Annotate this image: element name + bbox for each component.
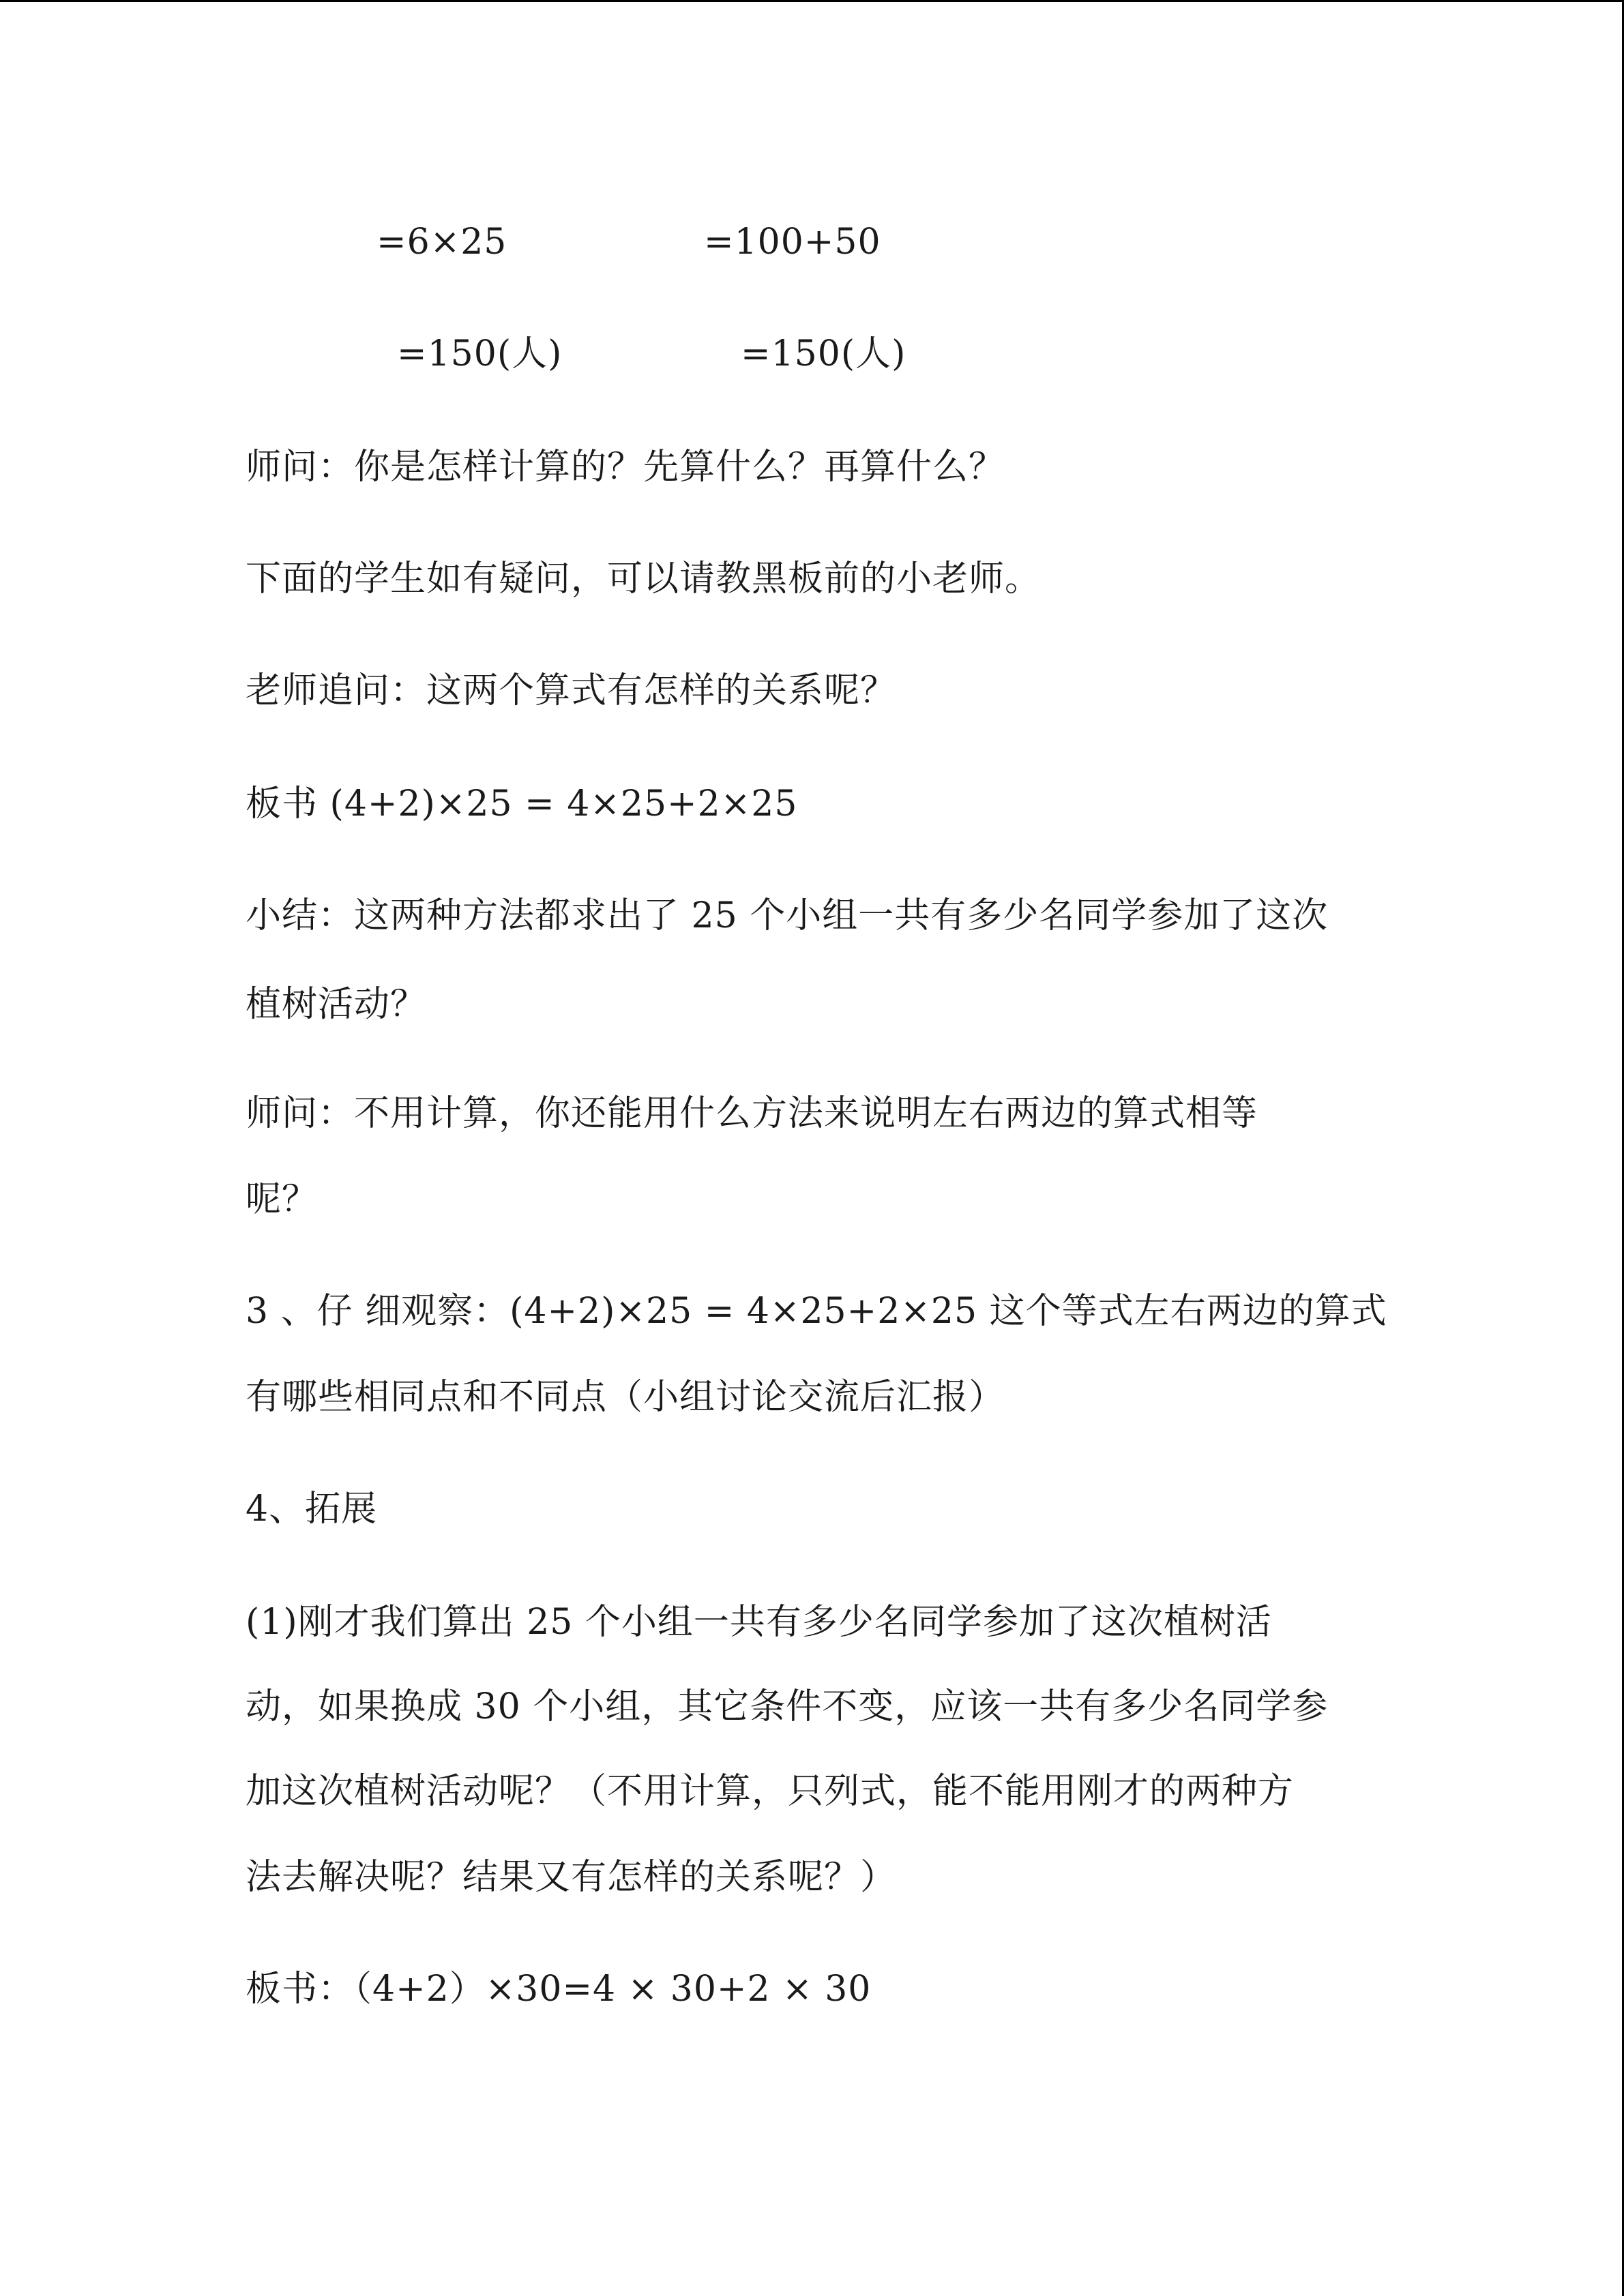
extension-line: (1)刚才我们算出 25 个小组一共有多少名同学参加了这次植树活: [246, 1602, 1272, 1643]
summary-line: 小结：这两种方法都求出了 25 个小组一共有多少名同学参加了这次: [246, 895, 1329, 936]
calc-method2-step: =100+50: [704, 222, 881, 263]
text-line: 师问：你是怎样计算的？先算什么？再算什么？: [246, 447, 1005, 488]
summary-line: 植树活动？: [246, 984, 427, 1025]
extension-line: 加这次植树活动呢？（不用计算，只列式，能不能用刚才的两种方: [246, 1771, 1295, 1812]
teacher-question-line: 呢？: [246, 1179, 319, 1220]
observe-line: 有哪些相同点和不同点（小组讨论交流后汇报）: [246, 1377, 1005, 1418]
teacher-question-line: 师问：不用计算，你还能用什么方法来说明左右两边的算式相等: [246, 1093, 1258, 1134]
board-writing-line: 板书 (4+2)×25 = 4×25+2×25: [246, 784, 798, 824]
extension-line: 法去解决呢？结果又有怎样的关系呢？）: [246, 1857, 897, 1898]
text-line: 老师追问：这两个算式有怎样的关系呢？: [246, 670, 897, 711]
text-line: 下面的学生如有疑问，可以请教黑板前的小老师。: [246, 558, 1042, 599]
calc-method1-result: =150(人): [397, 333, 563, 374]
calc-method1-step: =6×25: [377, 222, 507, 263]
observe-line: 3 、仔 细观察：(4+2)×25 = 4×25+2×25 这个等式左右两边的算式: [246, 1291, 1387, 1332]
extension-line: 动，如果换成 30 个小组，其它条件不变，应该一共有多少名同学参: [246, 1686, 1329, 1727]
calc-method2-result: =150(人): [741, 333, 906, 374]
section-heading: 4、拓展: [246, 1489, 378, 1530]
board-writing-line: 板书：（4+2）×30=4 × 30+2 × 30: [246, 1969, 872, 2010]
